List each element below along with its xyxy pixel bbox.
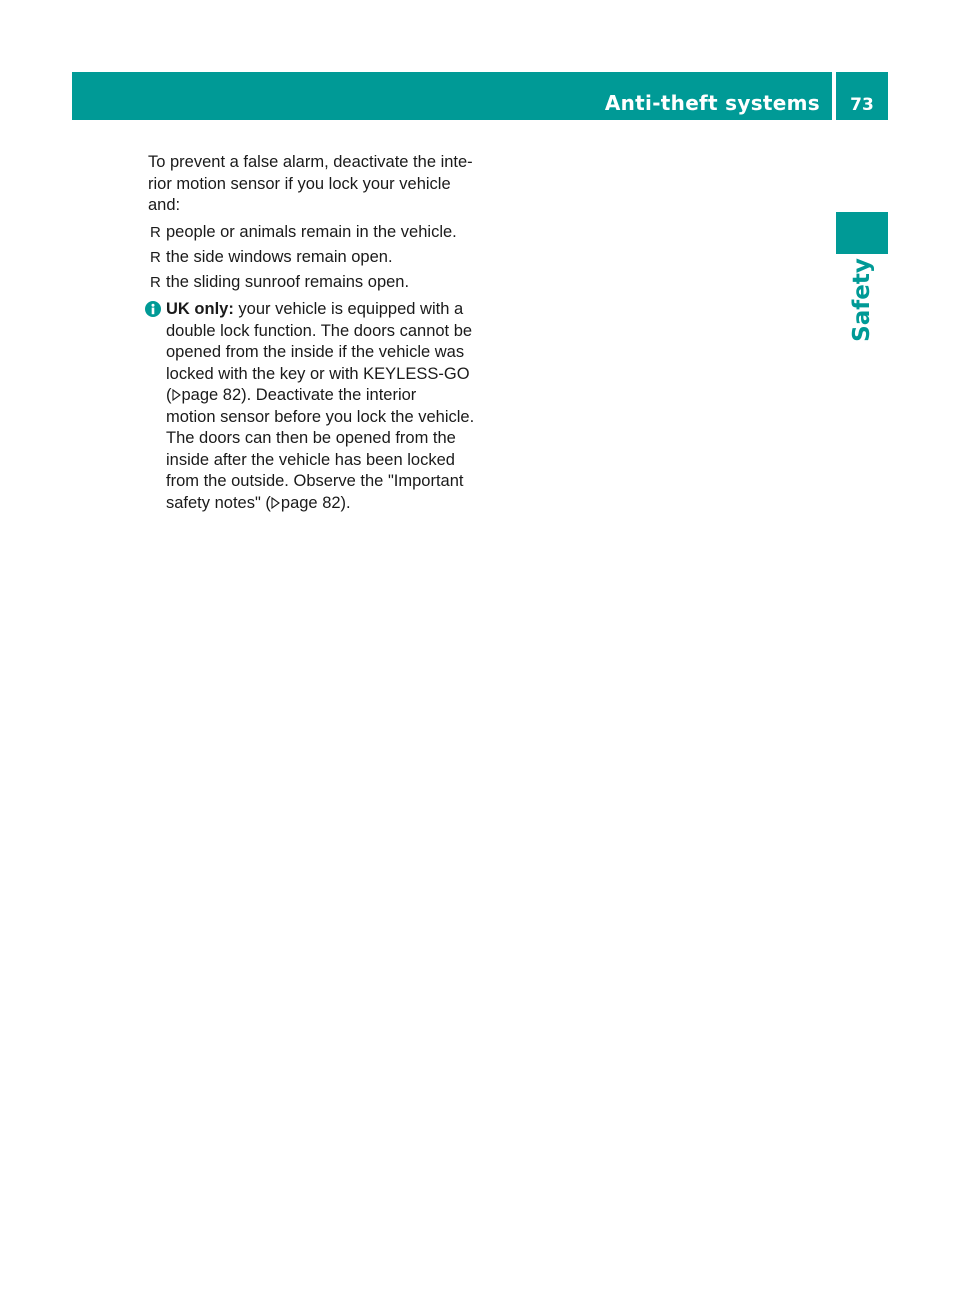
note-line-6: motion sensor before you lock the vehicle. [166,407,475,426]
page-reference-link[interactable]: page 82). [280,493,351,512]
intro-line-2: rior motion sensor if you lock your vehicle [148,174,451,193]
note-line-7: The doors can then be opened from the [166,429,456,447]
page-title: Anti-theft systems [604,91,820,115]
condition-list [148,222,488,294]
info-note [148,299,488,514]
page-reference-link[interactable]: page 82). Deactivate the interior [181,386,417,404]
note-line-3: opened from the inside if the vehicle was [166,343,465,361]
note-line-8: inside after the vehicle has been locked [166,450,455,469]
note-line-4: locked with the key or with KEYLESS-GO [166,364,470,383]
list-item-text: the sliding sunroof remains open. [166,272,410,291]
page-reference-arrow-icon [271,497,280,509]
intro-line-1: To prevent a false alarm, deactivate the inte- [148,153,473,171]
intro-paragraph [148,152,478,217]
note-lead: UK only: [166,300,234,318]
note-line-9: from the outside. Observe the "Important [166,472,464,490]
section-label: Safety [849,258,875,342]
page-number: 73 [850,95,874,115]
note-line-10: safety notes" ( [166,493,271,512]
list-item [148,222,488,244]
intro-line-3: and: [148,196,181,214]
bullet-icon: R [150,248,161,266]
list-item-text: the side windows remain open. [166,247,393,266]
note-line-5-open: ( [166,386,172,404]
note-line-2: double lock function. The doors cannot be [166,321,473,340]
page-reference-arrow-icon [172,389,181,401]
info-icon [145,301,161,317]
section-tab-marker [836,212,888,254]
list-item [148,272,488,294]
main-content [148,152,488,514]
list-item-text: people or animals remain in the vehicle. [166,222,457,241]
note-line-1: your vehicle is equipped with a [233,300,464,318]
page-number-box [836,72,888,120]
header-bar [72,72,832,120]
bullet-icon: R [150,273,161,291]
bullet-icon: R [150,223,161,241]
list-item [148,247,488,269]
